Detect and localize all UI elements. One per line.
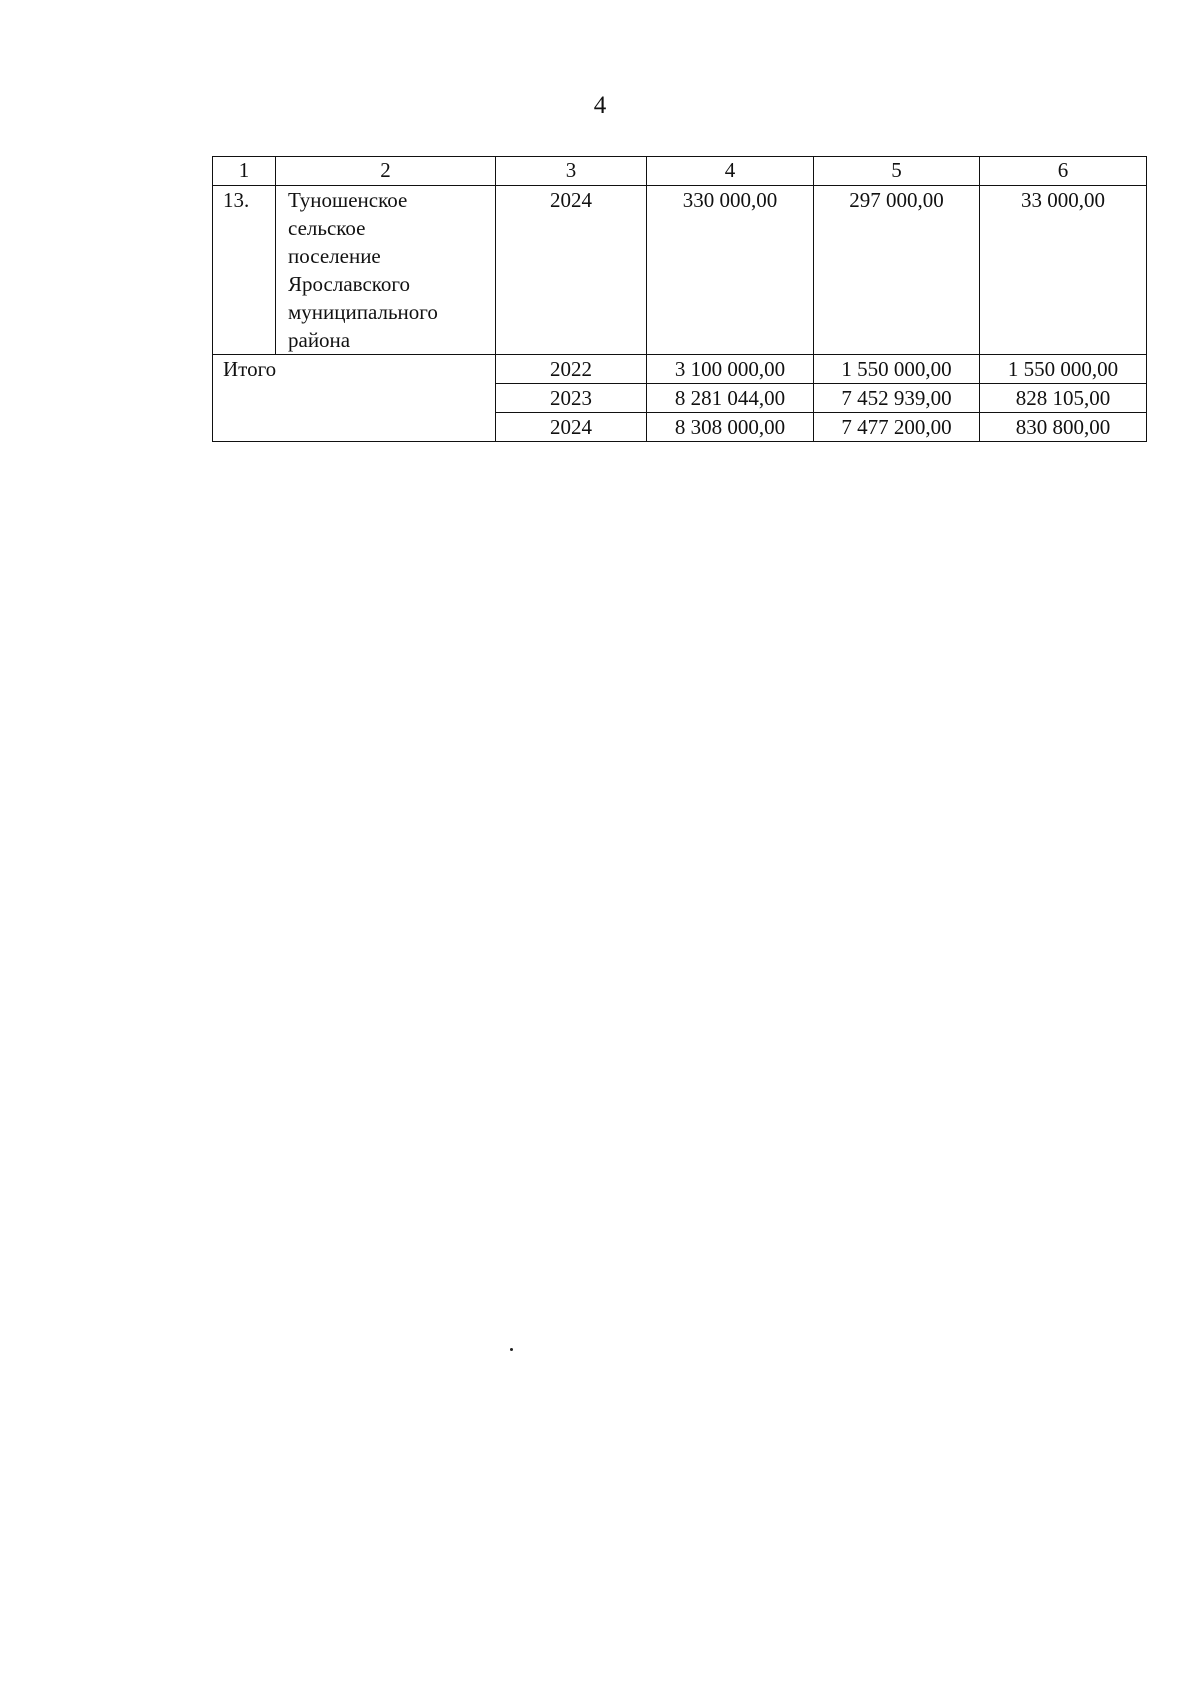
page-number: 4: [593, 92, 607, 119]
row-name: [276, 186, 496, 355]
total-year: 2024: [496, 413, 647, 442]
total-col6: 830 800,00: [980, 413, 1147, 442]
row-name-line: Туношенское: [288, 188, 408, 212]
total-col6: 828 105,00: [980, 384, 1147, 413]
header-cell-1: 1: [213, 157, 276, 186]
row-name-line: муниципального: [288, 300, 438, 324]
header-cell-5: 5: [814, 157, 980, 186]
total-year: 2023: [496, 384, 647, 413]
total-year: 2022: [496, 355, 647, 384]
header-cell-4: 4: [647, 157, 814, 186]
total-col4: 3 100 000,00: [647, 355, 814, 384]
row-col6: 33 000,00: [980, 186, 1147, 355]
header-cell-2: 2: [276, 157, 496, 186]
total-col4: 8 281 044,00: [647, 384, 814, 413]
row-col4: 330 000,00: [647, 186, 814, 355]
total-row: [213, 355, 1147, 384]
total-col5: 7 452 939,00: [814, 384, 980, 413]
header-cell-3: 3: [496, 157, 647, 186]
row-year: 2024: [496, 186, 647, 355]
header-cell-6: 6: [980, 157, 1147, 186]
row-name-line: сельское: [288, 216, 366, 240]
total-col5: 7 477 200,00: [814, 413, 980, 442]
row-number: 13.: [213, 186, 276, 355]
table-header-row: [213, 157, 1147, 186]
total-col5: 1 550 000,00: [814, 355, 980, 384]
total-col6: 1 550 000,00: [980, 355, 1147, 384]
row-name-line: поселение: [288, 244, 381, 268]
row-col5: 297 000,00: [814, 186, 980, 355]
total-label: Итого: [213, 355, 496, 442]
row-name-line: района: [288, 328, 351, 352]
total-col4: 8 308 000,00: [647, 413, 814, 442]
data-table: [212, 156, 1147, 442]
row-name-line: Ярославского: [288, 272, 410, 296]
table-row: [213, 186, 1147, 355]
stray-dot: [510, 1348, 513, 1351]
